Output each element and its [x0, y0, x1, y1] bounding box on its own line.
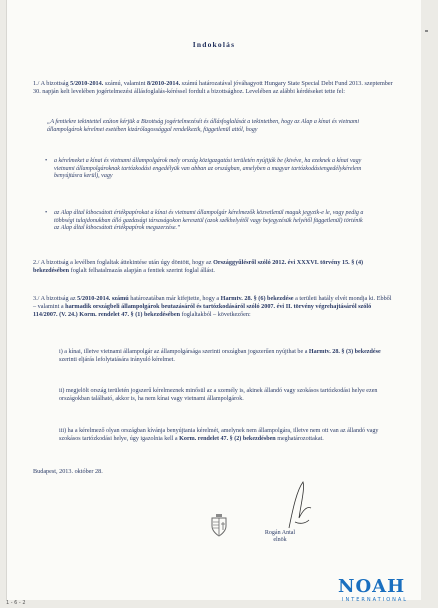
p2-rest: foglalt felhatalmazás alapján a fentiek szerint foglal állást.	[69, 266, 215, 274]
sub-item-ii	[59, 388, 395, 404]
sub-rest: meghatározottakat.	[275, 435, 324, 442]
sub-lead: iii) ha a kérelmező olyan országban kívánja benyújtania kérelmét, amelynek nem állampolgára, illetve nem ott van az állandó vagy szokásos tartózkodási helye, úgy igazolnia kell a	[59, 428, 379, 442]
sub-item-i	[59, 349, 395, 365]
bullet-text: a kérelmeket a kínai és vietnami állampolgárok mely ország közigazgatási területén nyújtják be (kivéve, ha ezeknek a kínai vagy vietnami állampolgároknak tartózkodási engedélyük van abban az országban, amelyben a magyar tartózkodásiengedélykérelem benyújtásra kerül), vagy	[54, 158, 362, 180]
paragraph-2	[33, 259, 393, 275]
p2-ref: Országgyűlésről szóló 2012. évi XXXVI. törvény 15. § (4) bekezdésében	[33, 259, 364, 274]
footer-mark: 1 - 6 - 2	[6, 600, 26, 606]
p1-rest: számú határozatával jóváhagyott Hungary State Special Debt Fund 2013. szeptember 30. napján kelt levelében jogértelmezési állásfoglalás-kéréssel fordult a bizottsághoz. Levelében az alábbi kérdéseket tette fel:	[33, 80, 393, 95]
p3-ref2: Harmtv. 28. § (6) bekezdése	[220, 295, 294, 302]
document-title: Indokolás	[192, 40, 236, 49]
signer-name: Rogán Antal	[264, 530, 296, 536]
page-edge-mark	[425, 30, 428, 32]
sub-ref: Korm. rendelet 47. § (2) bekezdésben	[179, 435, 276, 442]
signer-block	[258, 530, 302, 545]
p3-ref3: harmadik országbeli állampolgárok beutazásáról és tartózkodásáról szóló 2007. évi II. törvény végrehajtásáról szóló 114/2007. (V. 24.) Korm. rendelet 47. § (1) bekezdésében	[33, 302, 372, 318]
logo-subtitle: INTERNATIONAL	[342, 597, 409, 603]
document-page	[6, 0, 421, 600]
logo-name: NOAH	[338, 576, 406, 597]
paragraph-1	[33, 80, 393, 96]
p1-ref1: 5/2010-2014.	[70, 80, 104, 87]
signature-icon	[285, 478, 315, 534]
paragraph-3	[33, 295, 393, 318]
p1-mid: számú, valamint	[103, 80, 147, 87]
p3-rest: foglaltakból – következően:	[180, 310, 251, 318]
quoted-question: „A fentiekre tekintettel ezúton kérjük a Bizottság jogértelmezését és állásfoglalását a tekintetben, hogy az Alap a kínai és vietnami állampolgárok kérelmei esetében kizárólagossággal rendelkezik, függetlenül attól, hogy	[47, 119, 359, 133]
p3-lead: 3./ A bizottság az	[33, 295, 78, 302]
sub-ref: Harmtv. 28. § (3) bekezdése	[308, 349, 381, 355]
document-date: Budapest, 2013. október 28.	[33, 468, 103, 475]
sub-rest: szerinti eljárás lefolytatására irányuló kérelmet.	[59, 356, 175, 363]
sub-item-iii	[59, 428, 395, 444]
bullet-icon: •	[45, 210, 48, 216]
p1-ref2: 8/2010-2014.	[146, 80, 181, 87]
bullet-text: az Alap által kibocsátott értékpapírokat a kínai és vietnami állampolgár kérelmezők közvetlenül maguk jegyzik-e le, vagy pedig a többségi tulajdonukban álló gazdasági társaságokon keresztül (azok székhelyétől vagy bejegyzésük helyétől függetlenül) történik az Alap által kibocsátott értékpapírok megszerzése.”	[54, 210, 364, 232]
p1-lead: 1./ A bizottság	[33, 80, 71, 87]
p2-lead: 2./ A bizottság a levélben foglaltak áttekintése után úgy döntött, hogy az	[33, 259, 214, 266]
p3-mid1: határozatában már kifejtette, hogy a	[128, 295, 221, 302]
bullet-icon: •	[45, 158, 48, 164]
list-item	[45, 210, 367, 233]
p3-mid2: a területi hatály elvét mondja ki. Ebből – valamint a	[33, 295, 392, 310]
p3-ref1: 5/2010-2014. számú	[77, 295, 129, 302]
hungarian-coat-of-arms-icon	[209, 512, 229, 538]
sub-lead: i) a kínai, illetve vietnami állampolgár az állampolgársága szerinti országban jogszerűen nyújthat be a	[59, 349, 309, 355]
list-item	[45, 158, 367, 181]
sub-lead: ii) megjelölt ország területén jogszerű kérelmeznek minősül az a személy is, akinek állandó vagy szokásos tartózkodási helye ezen országokban található, akkor is, ha nem kínai vagy vietnami állampolgárok.	[59, 388, 378, 402]
signer-title: elnök	[273, 537, 287, 544]
noah-international-logo	[338, 576, 436, 606]
